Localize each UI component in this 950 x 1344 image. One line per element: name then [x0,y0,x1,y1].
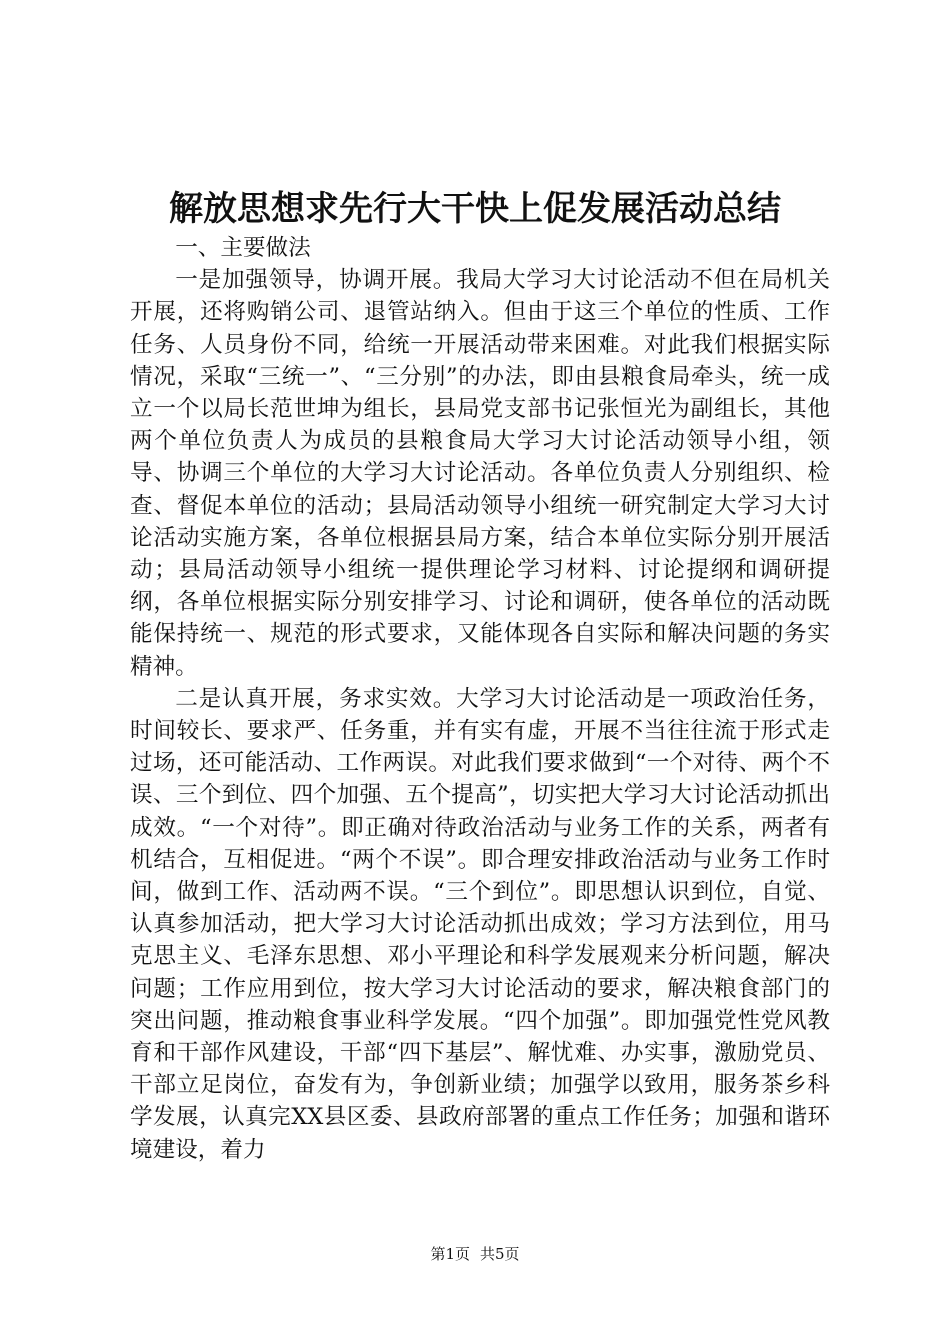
page-count: 共5页 [480,1245,520,1263]
document-title: 解放思想求先行大干快上促发展活动总结 [169,189,781,229]
body-paragraph: 一是加强领导，协调开展。我局大学习大讨论活动不但在局机关开展，还将购销公司、退管站纳入。但由于这三个单位的性质、工作任务、人员身份不同，给统一开展活动带来困难。对此我们根据实际情况，采取“三统一”、“三分别”的办法，即由县粮食局牵头，统一成立一个以局长范世坤为组长，县局党支部书记张恒光为副组长，其他两个单位负责人为成员的县粮食局大学习大讨论活动领导小组，领导、协调三个单位的大学习大讨论活动。各单位负责人分别组织、检查、督促本单位的活动；县局活动领导小组统一研究制定大学习大讨论活动实施方案，各单位根据县局方案，结合本单位实际分别开展活动；县局活动领导小组统一提供理论学习材料、讨论提纲和调研提纲，各单位根据实际分别安排学习、讨论和调研，使各单位的活动既能保持统一、规范的形式要求，又能体现各自实际和解决问题的务实精神。 [130,267,830,680]
body-paragraph: 二是认真开展，务求实效。大学习大讨论活动是一项政治任务，时间较长、要求严、任务重，并有实有虚，开展不当往往流于形式走过场，还可能活动、工作两误。对此我们要求做到“一个对待、两个不误、三个到位、四个加强、五个提高”，切实把大学习大讨论活动抓出成效。“一个对待”。即正确对待政治活动与业务工作的关系，两者有机结合，互相促进。“两个不误”。即合理安排政治活动与业务工作时间，做到工作、活动两不误。“三个到位”。即思想认识到位，自觉、认真参加活动，把大学习大讨论活动抓出成效；学习方法到位，用马克思主义、毛泽东思想、邓小平理论和科学发展观来分析问题，解决问题；工作应用到位，按大学习大讨论活动的要求，解决粮食部门的突出问题，推动粮食事业科学发展。“四个加强”。即加强党性党风教育和干部作风建设，干部“四下基层”、解忧难、办实事，激励党员、干部立足岗位，奋发有为，争创新业绩；加强学以致用，服务茶乡科学发展，认真完XX县区委、县政府部署的重点工作任务；加强和谐环境建设，着力 [130,685,830,1163]
page-number: 第1页 [430,1245,470,1263]
page-footer [0,1244,950,1264]
section-heading: 一、主要做法 [175,235,311,261]
document-body [130,232,830,1166]
